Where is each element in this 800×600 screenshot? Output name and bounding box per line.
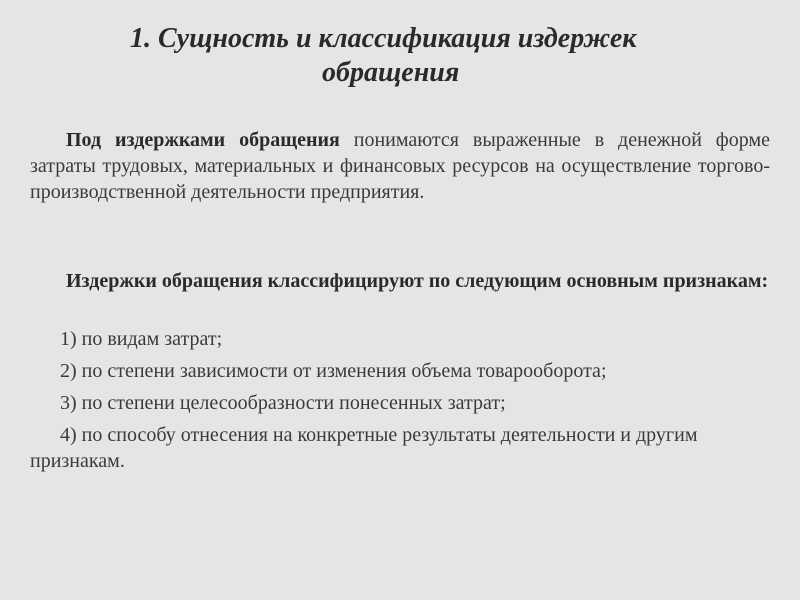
slide-title-line1: 1. Сущность и классификация издержек xyxy=(130,23,637,54)
list-item: 4) по способу отнесения на конкретные результаты деятельности и другим признакам. xyxy=(30,424,698,472)
list-item: 2) по степени зависимости от изменения объема товарооборота; xyxy=(60,360,607,382)
definition-term: Под издержками обращения xyxy=(66,129,340,151)
classification-heading: Издержки обращения классифицируют по следующим основным признакам: xyxy=(66,270,769,292)
slide-title-line2: обращения xyxy=(322,57,460,88)
list-item: 3) по степени целесообразности понесенных затрат; xyxy=(60,392,506,414)
classification-list xyxy=(30,326,770,480)
definition-paragraph xyxy=(30,127,770,205)
slide-title xyxy=(130,22,730,90)
list-item: 1) по видам затрат; xyxy=(60,328,223,350)
definition-text: понимаются выраженные в денежной форме затраты трудовых, материальных и финансовых ресурсов на осуществление торгово-производственной деятельности предприятия. xyxy=(30,129,770,203)
